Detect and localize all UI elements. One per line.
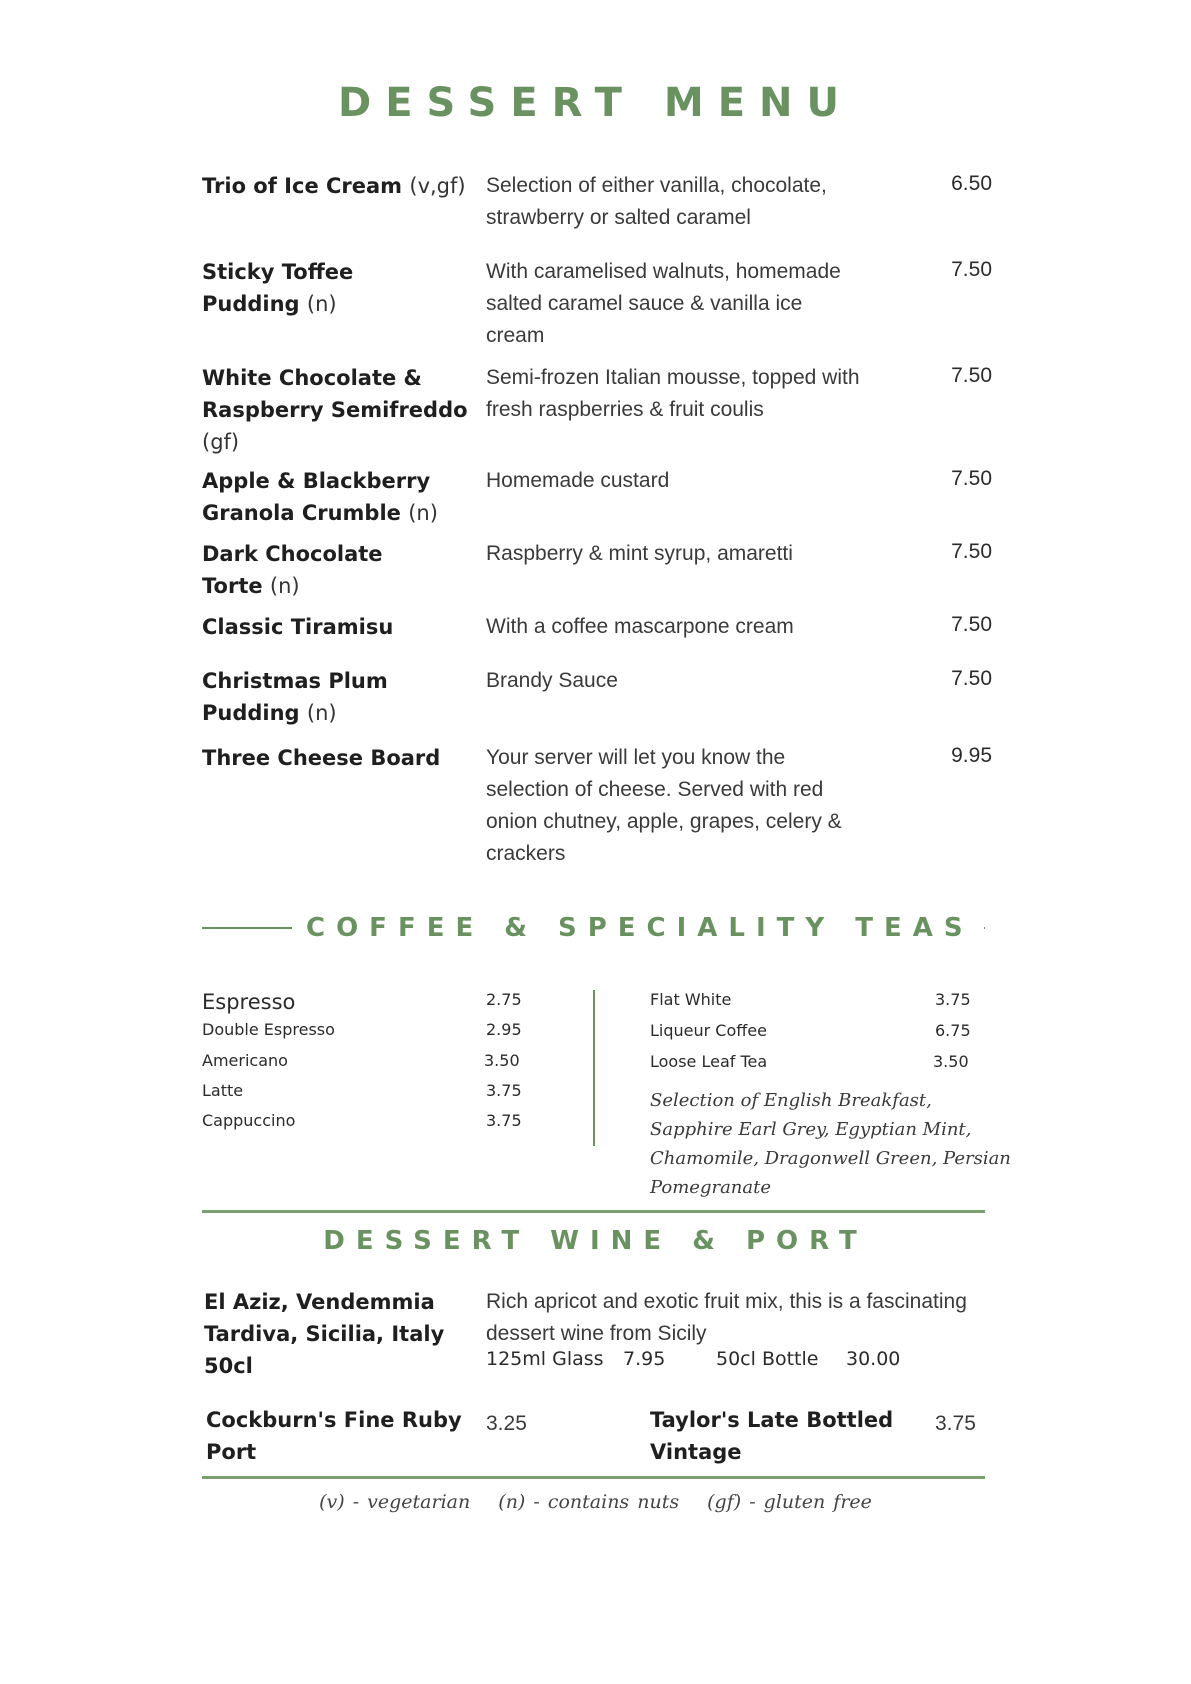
menu-item-price: 9.95 (951, 744, 992, 767)
coffee-item (650, 990, 731, 1009)
menu-item-name: Trio of Ice Cream (v,gf) (202, 174, 466, 198)
menu-item-name: Classic Tiramisu (202, 615, 394, 639)
coffee-item (202, 1020, 335, 1039)
page-title: DESSERT MENU (338, 80, 853, 126)
menu-item-description: With caramelised walnuts, homemade salted caramel sauce & vanilla ice cream (486, 260, 841, 347)
coffee-item-price: 3.75 (935, 990, 971, 1009)
legend-nuts: (n) - contains nuts (498, 1491, 680, 1513)
wine-item-description: Rich apricot and exotic fruit mix, this is a fascinating dessert wine from Sicily (486, 1290, 967, 1345)
menu-item-price: 6.50 (951, 172, 992, 195)
coffee-item-name: Double Espresso (202, 1020, 335, 1039)
menu-item-price: 7.50 (951, 540, 992, 563)
coffee-item-name: Liqueur Coffee (650, 1021, 767, 1040)
coffee-item (202, 1111, 295, 1130)
menu-item-price: 7.50 (951, 667, 992, 690)
port-item-price: 3.75 (935, 1412, 976, 1435)
menu-item-price: 7.50 (951, 364, 992, 387)
coffee-item-name: Flat White (650, 990, 732, 1009)
menu-item-name: Apple & Blackberry Granola Crumble (n) (202, 469, 438, 525)
wine-section-heading: DESSERT WINE & PORT (323, 1226, 868, 1256)
menu-item-price: 7.50 (951, 613, 992, 636)
menu-item-price: 7.50 (951, 258, 992, 281)
menu-item-description: Brandy Sauce (486, 669, 618, 692)
menu-item-description: Homemade custard (486, 469, 670, 492)
dietary-legend (0, 1491, 1191, 1513)
legend-vegetarian: (v) - vegetarian (319, 1491, 471, 1513)
coffee-item (650, 1021, 767, 1040)
coffee-item-name: Loose Leaf Tea (650, 1052, 768, 1071)
menu-item-name: Christmas Plum Pudding (n) (202, 669, 388, 725)
coffee-item-price: 2.75 (486, 990, 522, 1009)
coffee-column-divider (593, 990, 595, 1146)
coffee-item (650, 1052, 767, 1071)
wine-glass-label: 125ml Glass (486, 1348, 604, 1370)
heading-rule (202, 927, 292, 929)
coffee-item-price: 3.75 (486, 1111, 522, 1130)
coffee-heading-label: COFFEE & SPECIALITY TEAS (306, 913, 974, 943)
port-item-name: Cockburn's Fine Ruby Port (206, 1408, 462, 1464)
wine-bottle-label: 50cl Bottle (716, 1348, 819, 1370)
menu-item-description: Your server will let you know the selection of cheese. Served with red onion chutney, apple, grapes, celery & crackers (486, 746, 842, 865)
coffee-item-price: 6.75 (935, 1021, 971, 1040)
menu-item-name: Sticky Toffee Pudding (n) (202, 260, 354, 316)
coffee-item-price: 3.50 (933, 1052, 969, 1071)
port-item-name: Taylor's Late Bottled Vintage (650, 1408, 894, 1464)
coffee-item-name: Latte (202, 1081, 244, 1100)
wine-bottom-rule (202, 1476, 985, 1479)
menu-item-name: Three Cheese Board (202, 746, 441, 770)
wine-item-name: El Aziz, Vendemmia Tardiva, Sicilia, Italy 50cl (204, 1290, 445, 1378)
coffee-item-price: 3.75 (486, 1081, 522, 1100)
coffee-item (202, 990, 295, 1014)
port-item-price: 3.25 (486, 1412, 527, 1435)
coffee-item (202, 1051, 288, 1070)
menu-item-description: Selection of either vanilla, chocolate, strawberry or salted caramel (486, 174, 827, 229)
coffee-section-heading (202, 908, 985, 948)
heading-rule (984, 927, 985, 929)
wine-bottle-price: 30.00 (846, 1348, 901, 1370)
menu-item-name: Dark Chocolate Torte (n) (202, 542, 383, 598)
tea-selection-note: Selection of English Breakfast, Sapphire Earl Grey, Egyptian Mint, Chamomile, Dragonwell Green, Persian Pomegranate (650, 1090, 1011, 1198)
wine-glass-price: 7.95 (623, 1348, 666, 1370)
coffee-item-name: Americano (202, 1051, 288, 1070)
coffee-item-name: Cappuccino (202, 1111, 296, 1130)
legend-gluten-free: (gf) - gluten free (707, 1491, 872, 1513)
coffee-item-price: 2.95 (486, 1020, 522, 1039)
coffee-item-price: 3.50 (484, 1051, 520, 1070)
menu-item-name: White Chocolate & Raspberry Semifreddo (gf) (202, 366, 468, 454)
coffee-item (202, 1081, 243, 1100)
menu-item-description: With a coffee mascarpone cream (486, 615, 794, 638)
menu-item-description: Semi-frozen Italian mousse, topped with fresh raspberries & fruit coulis (486, 366, 860, 421)
menu-item-price: 7.50 (951, 467, 992, 490)
wine-top-rule (202, 1210, 985, 1213)
menu-item-description: Raspberry & mint syrup, amaretti (486, 542, 793, 565)
coffee-item-name: Espresso (202, 990, 296, 1014)
